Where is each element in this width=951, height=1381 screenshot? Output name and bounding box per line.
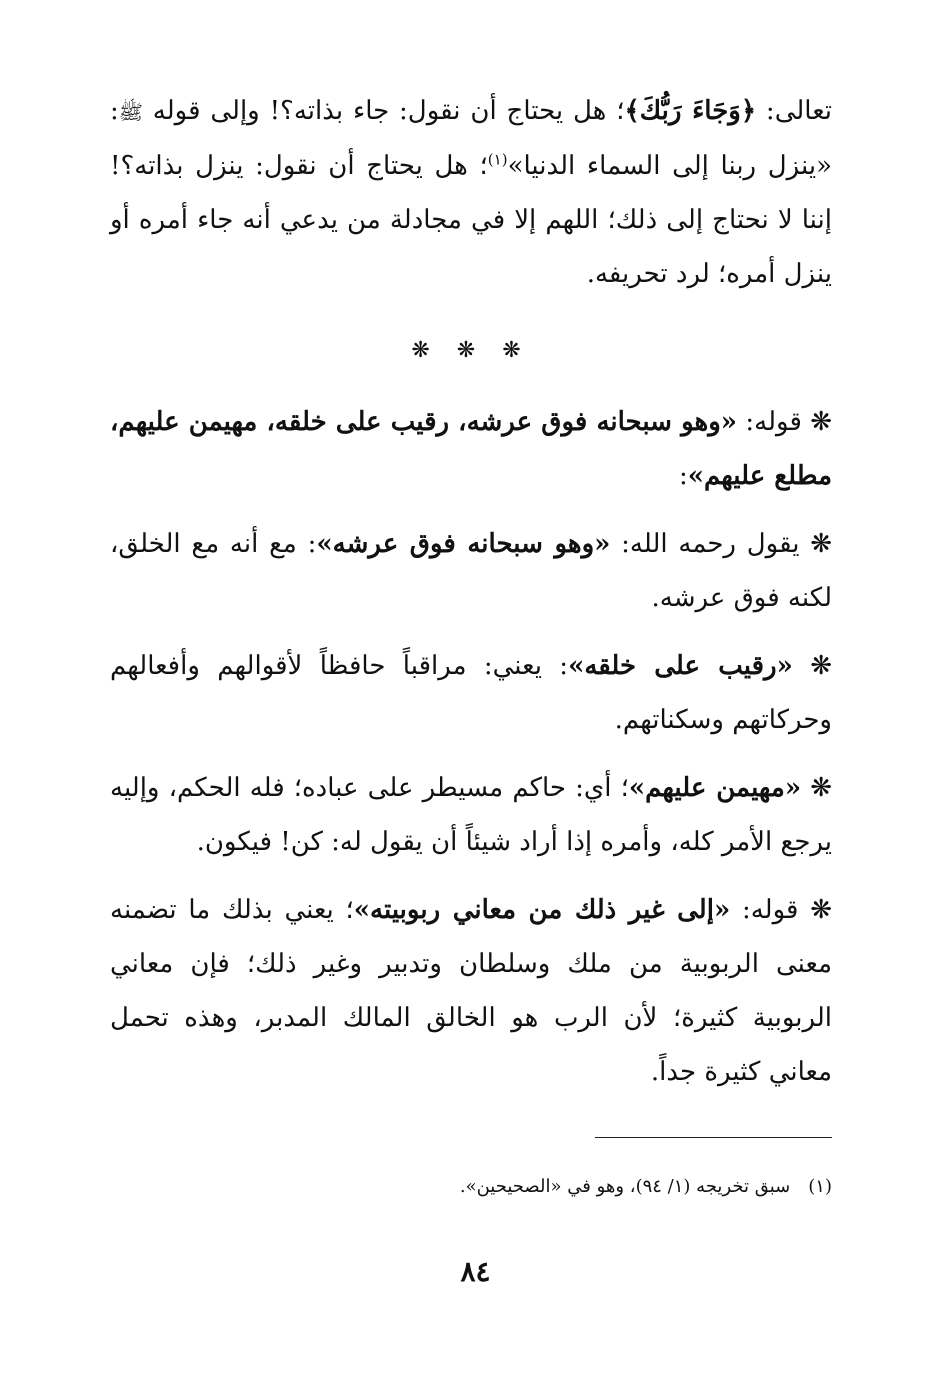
bold-quote: «وهو سبحانه فوق عرشه، رقيب على خلقه، مهيمن عليهم، مطلع عليهم»	[110, 407, 832, 491]
text-segment: ؛ هل يحتاج أن نقول: ينزل بذاته؟! إننا لا نحتاج إلى ذلك؛ اللهم إلا في مجادلة من يدعي أنه جاء أمره أو ينزل أمره؛ لرد تحريفه.	[110, 151, 832, 289]
paragraph-commentary-2	[110, 639, 832, 747]
section-separator: ❋ ❋ ❋	[411, 338, 531, 363]
bold-quote: «رقيب على خلقه»	[568, 651, 793, 681]
paragraph-quran-discussion	[110, 84, 832, 301]
text-segment: ❋	[792, 651, 832, 681]
footnote-reference[interactable]: (١)	[487, 150, 508, 169]
bold-quote: «مهيمن عليهم»	[628, 773, 802, 803]
text-segment: :	[678, 461, 688, 491]
footnote-divider	[595, 1137, 832, 1138]
hadith-quote: : «ينزل ربنا إلى السماء الدنيا»	[110, 96, 832, 181]
footnote-text: سبق تخريجه (١/ ٩٤)، وهو في «الصحيحين».	[459, 1176, 791, 1197]
paragraph-commentary-3	[110, 761, 832, 869]
paragraph-quote-2	[110, 883, 832, 1099]
footnote	[110, 1172, 832, 1202]
page-body	[110, 84, 832, 1113]
text-segment: ؛ يعني بذلك ما تضمنه معنى الربوبية من ملك وسلطان وتدبير وغير ذلك؛ فإن معاني الربوبية كثيرة؛ لأن الرب هو الخالق المالك المدبر، وهذه تحمل معاني كثيرة جداً.	[110, 895, 832, 1087]
text-segment: : يعني: مراقباً حافظاً لأقوالهم وأفعالهم وحركاتهم وسكناتهم.	[110, 651, 832, 735]
text-segment: تعالى:	[756, 96, 832, 126]
text-segment: ❋ يقول رحمه الله:	[610, 529, 833, 559]
bold-quote: «وهو سبحانه فوق عرشه»	[316, 529, 611, 559]
text-segment: ؛ هل يحتاج أن نقول: جاء بذاته؟! وإلى قوله	[142, 96, 625, 126]
page-number: ٨٤	[460, 1255, 491, 1288]
paragraph-commentary-1	[110, 517, 832, 625]
footnote-number: (١)	[808, 1176, 832, 1197]
bold-quote: «إلى غير ذلك من معاني ربوبيته»	[353, 895, 731, 925]
text-segment: ❋ قوله:	[737, 407, 832, 437]
text-segment: : مع أنه مع الخلق، لكنه فوق عرشه.	[110, 529, 832, 613]
text-segment: ؛ أي: حاكم مسيطر على عباده؛ فله الحكم، وإليه يرجع الأمر كله، وأمره إذا أراد شيئاً أن يقول له: كن! فيكون.	[110, 773, 832, 857]
salutation-glyph: ﷺ	[118, 100, 143, 124]
text-segment: ❋ قوله:	[730, 895, 833, 925]
paragraph-quote-1	[110, 395, 832, 503]
text-segment: ❋	[801, 773, 832, 803]
quran-verse: ﴿وَجَاءَ رَبُّكَ﴾	[624, 96, 757, 126]
